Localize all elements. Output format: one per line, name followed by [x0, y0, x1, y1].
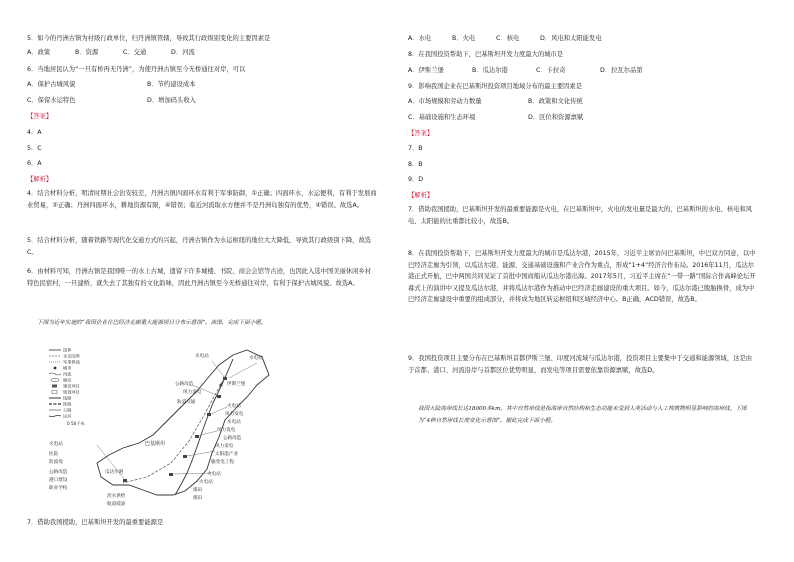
map-legend: [49, 347, 86, 428]
q7-options: [408, 35, 602, 43]
energy-projects-map: [47, 345, 277, 510]
q5-option-d[interactable]: D．河流: [171, 49, 195, 56]
project-marker: [183, 455, 187, 458]
q6-option-b[interactable]: B．节约建设成本: [147, 81, 196, 88]
q6-option-c[interactable]: C．保留水运特色: [27, 97, 76, 104]
legend-item: 公路: [63, 407, 72, 413]
analysis-label: 【解析】: [27, 176, 53, 183]
map-label: 医院: [49, 452, 59, 457]
map-label: 职业学校: [49, 486, 68, 491]
map-label: 火电站: [49, 442, 63, 447]
map-label: 煤田: [193, 496, 203, 501]
map-label-gwadar: 瓜达尔港: [105, 470, 124, 475]
islamabad-dot: [220, 384, 223, 387]
legend-lake-icon: [51, 378, 59, 381]
legend-river-icon: [49, 373, 61, 375]
answer-5: 5．C: [27, 145, 42, 152]
q7-option-a[interactable]: A．水电: [408, 35, 432, 42]
q6-stem: 6．当地居民认为“一旦有桥再无丹洲”，为使丹洲古镇至今无桥通往对岸，可以: [27, 66, 246, 73]
q5-option-c[interactable]: C．交通: [123, 49, 147, 56]
q8-options: [408, 67, 643, 75]
q8-option-c[interactable]: C．卡拉奇: [536, 67, 566, 74]
q5-options: [27, 49, 195, 57]
answer-9: 9．D: [408, 176, 424, 183]
analysis-7: 7．借助我国援助，巴基斯坦开发的最重要能源是火电，在巴基斯坦中，火电的发电量是最大的，巴基斯坦的水电、核电和风电、太阳能的比重都比较小，故选B。: [408, 206, 753, 225]
q9-option-b[interactable]: B．政策和文化传统: [528, 98, 583, 105]
map-svg: [47, 345, 277, 510]
legend-item: 建设项目: [63, 383, 80, 389]
q5-stem: 5．如今的丹洲古镇为村级行政单位，归丹洲镇管辖，导致其行政级别变化的主要因素是: [27, 35, 271, 42]
right-column: [408, 0, 763, 562]
answer-7: 7．B: [408, 145, 423, 152]
legend-canal-icon: [49, 416, 61, 417]
intro-7-9: 下图为近年实施的“我国企业在巴经济走廊重大能源项目分布示意图”。读图，完成下面小题。: [37, 320, 267, 326]
map-label: 水电站: [249, 356, 263, 361]
q8-option-a[interactable]: A．伊斯兰堡: [408, 67, 444, 74]
q9-option-d[interactable]: D．区位和资源禀赋: [528, 114, 584, 121]
map-label: 防波堤: [49, 460, 63, 465]
q6-option-d[interactable]: D．增加码头收入: [147, 97, 196, 104]
map-label: 风力发电: [183, 390, 202, 395]
legend-item: 城市: [63, 365, 72, 371]
map-label: 航道疏浚: [107, 502, 126, 507]
analysis-6: 6．由材料可知，丹洲古镇是我国唯一的水上古城，遗留下许多城楼、书院、商会会馆等古迹，也因此入选中国美丽休闲乡村特色民宿村，一旦建桥，就失去了其独有的文化韵味，因此丹洲古镇至今无桥通往对岸，有利于保护古城风貌。故选A。: [27, 268, 372, 287]
q9-stem: 9．影响我国企业在巴基斯坦投资项目地域分布的最主要因素是: [408, 83, 583, 90]
q8-option-d[interactable]: D．拉瓦尔品第: [600, 67, 643, 74]
intro-next: 我国大陆海岸线长达18000多km，其中自然岸线是指海岸自然结构和生态功能未受到人类活动与人工构筑物明显影响的海岸线。下图为“4种自然岸线长度变化示意图”。据此完成下面小题。: [418, 406, 747, 424]
map-label: 公路改造: [49, 470, 68, 475]
map-label: 轨道交通: [177, 400, 196, 405]
legend-city-icon: [54, 367, 57, 370]
answer-label: 【答案】: [408, 130, 434, 137]
left-column: [27, 0, 382, 562]
project-marker: [207, 413, 211, 416]
map-label: 公路改造: [223, 436, 242, 441]
map-label: 火电站: [227, 404, 241, 409]
map-label: 港口建设: [49, 478, 68, 483]
analysis-5: 5．结合材料分析，随着铁路等现代化交通方式的兴起，丹洲古镇作为水运枢纽的地位大大降低，导致其行政级别下降，故选C。: [27, 237, 372, 256]
q9-option-c[interactable]: C．基础设施和生态环境: [408, 114, 476, 121]
corridor-route: [123, 373, 227, 483]
q7-option-d[interactable]: D．风电和太阳能发电: [540, 35, 602, 42]
q9-options-cd: [408, 114, 583, 122]
q8-option-b[interactable]: B．瓜达尔港: [472, 67, 508, 74]
legend-build-icon: [52, 385, 57, 388]
legend-item: 军事界线: [63, 359, 80, 365]
map-label: 风力发电: [215, 444, 234, 449]
q6-options-ab: [27, 81, 195, 89]
map-label: 水电站: [227, 420, 241, 425]
q5-option-b[interactable]: B．资源: [75, 49, 99, 56]
project-marker: [123, 479, 127, 482]
map-label: 火电站: [207, 472, 221, 477]
legend-plan-icon: [52, 391, 57, 394]
map-label: 水电站: [195, 354, 209, 359]
q6-options-cd: [27, 97, 196, 105]
answer-8: 8．B: [408, 161, 423, 168]
map-label: 风力发电: [225, 412, 244, 417]
map-label: 淡水供给: [107, 494, 126, 499]
right-labels: [175, 352, 263, 501]
project-marker: [223, 377, 227, 380]
legend-item: 湖泊: [63, 377, 72, 383]
project-marker: [169, 473, 173, 476]
analysis-4: 4．结合材料分析，明清时期社会治安较差，丹洲古镇四面环水有利于军事防御，①正确；四面环水，水运便利，有利于发展商业贸易，②正确；丹洲四面环水，耕地资源有限，④错误；临近河流取水方便并不是丹洲岛独有的优势，④错误。故选A。: [27, 190, 377, 209]
legend-item: 运河: [63, 413, 72, 419]
answer-6: 6．A: [27, 160, 42, 167]
analysis-label: 【解析】: [408, 192, 434, 199]
q7-option-b[interactable]: B．火电: [452, 35, 476, 42]
analysis-9: 9．我国投资项目主要分布在巴基斯坦首都伊斯兰堡、印度河流域与瓜达尔港，投资项目主要集中于交通和能源领域，这是由于首都、港口、河流沿岸与首都区位优势明显，而发电等项目需要依靠资源禀赋，故选D。: [408, 355, 753, 374]
answer-4: 4．A: [27, 129, 42, 136]
map-scale: 0 50千米: [67, 421, 85, 426]
q5-option-a[interactable]: A．政策: [27, 49, 51, 56]
left-labels: [49, 440, 165, 507]
q7-option-c[interactable]: C．核电: [496, 35, 520, 42]
map-label: 火电站: [199, 480, 213, 485]
legend-item: 未定国界: [63, 353, 80, 359]
map-label: 输变电工程: [211, 460, 234, 465]
map-label-islamabad: 伊斯兰堡: [227, 382, 246, 387]
legend-item: 河流: [63, 371, 72, 377]
q9-options-ab: [408, 98, 583, 106]
q7-stem: 7．借助我国援助，巴基斯坦开发的最重要能源是: [27, 519, 164, 526]
map-label: 公路改造: [175, 382, 194, 387]
map-country-label: 巴基斯坦: [145, 441, 166, 447]
legend-item: 铁路: [63, 401, 72, 407]
q6-option-a[interactable]: A．保护古城风貌: [27, 81, 76, 88]
legend-item: 国界: [63, 347, 72, 353]
legend-item: 线路: [63, 395, 72, 401]
q9-option-a[interactable]: A．市场规模和劳动力数量: [408, 98, 482, 105]
legend-item: 规划项目: [63, 389, 80, 395]
map-label: 风力发电: [217, 428, 236, 433]
q8-stem: 8．在我国投资帮助下，巴基斯坦开发力度最大的城市是: [408, 51, 564, 58]
answer-label: 【答案】: [27, 113, 53, 120]
analysis-8: 8．在我国投资帮助下，巴基斯坦开发力度最大的城市是瓜达尔港，2015年，习近平主席访问巴基斯坦，中巴双方同意，以中巴经济走廊为引领，以瓜达尔港、能源、交通基础设施和产业合作为重点，形成“1+4”经济合作布局。2016年11月，瓜达尔港正式开航，巴中两国共同见证了首批中国商船从瓜达尔港出海。2017年5月，习近平主席在“一带一路”国际合作高峰论坛开幕式上的演讲中又提及瓜达尔港，并将瓜达尔港作为推动中巴经济走廊建设的重大项目。如今，瓜达尔港已脱胎换骨，成为中巴经济走廊建设中重要的组成部分，并将成为地区转运枢纽和区域经济中心。B正确，ACD错误，故选B。: [408, 250, 756, 304]
map-label: 煤田: [193, 488, 203, 493]
map-label: 太阳能产业: [215, 452, 238, 457]
